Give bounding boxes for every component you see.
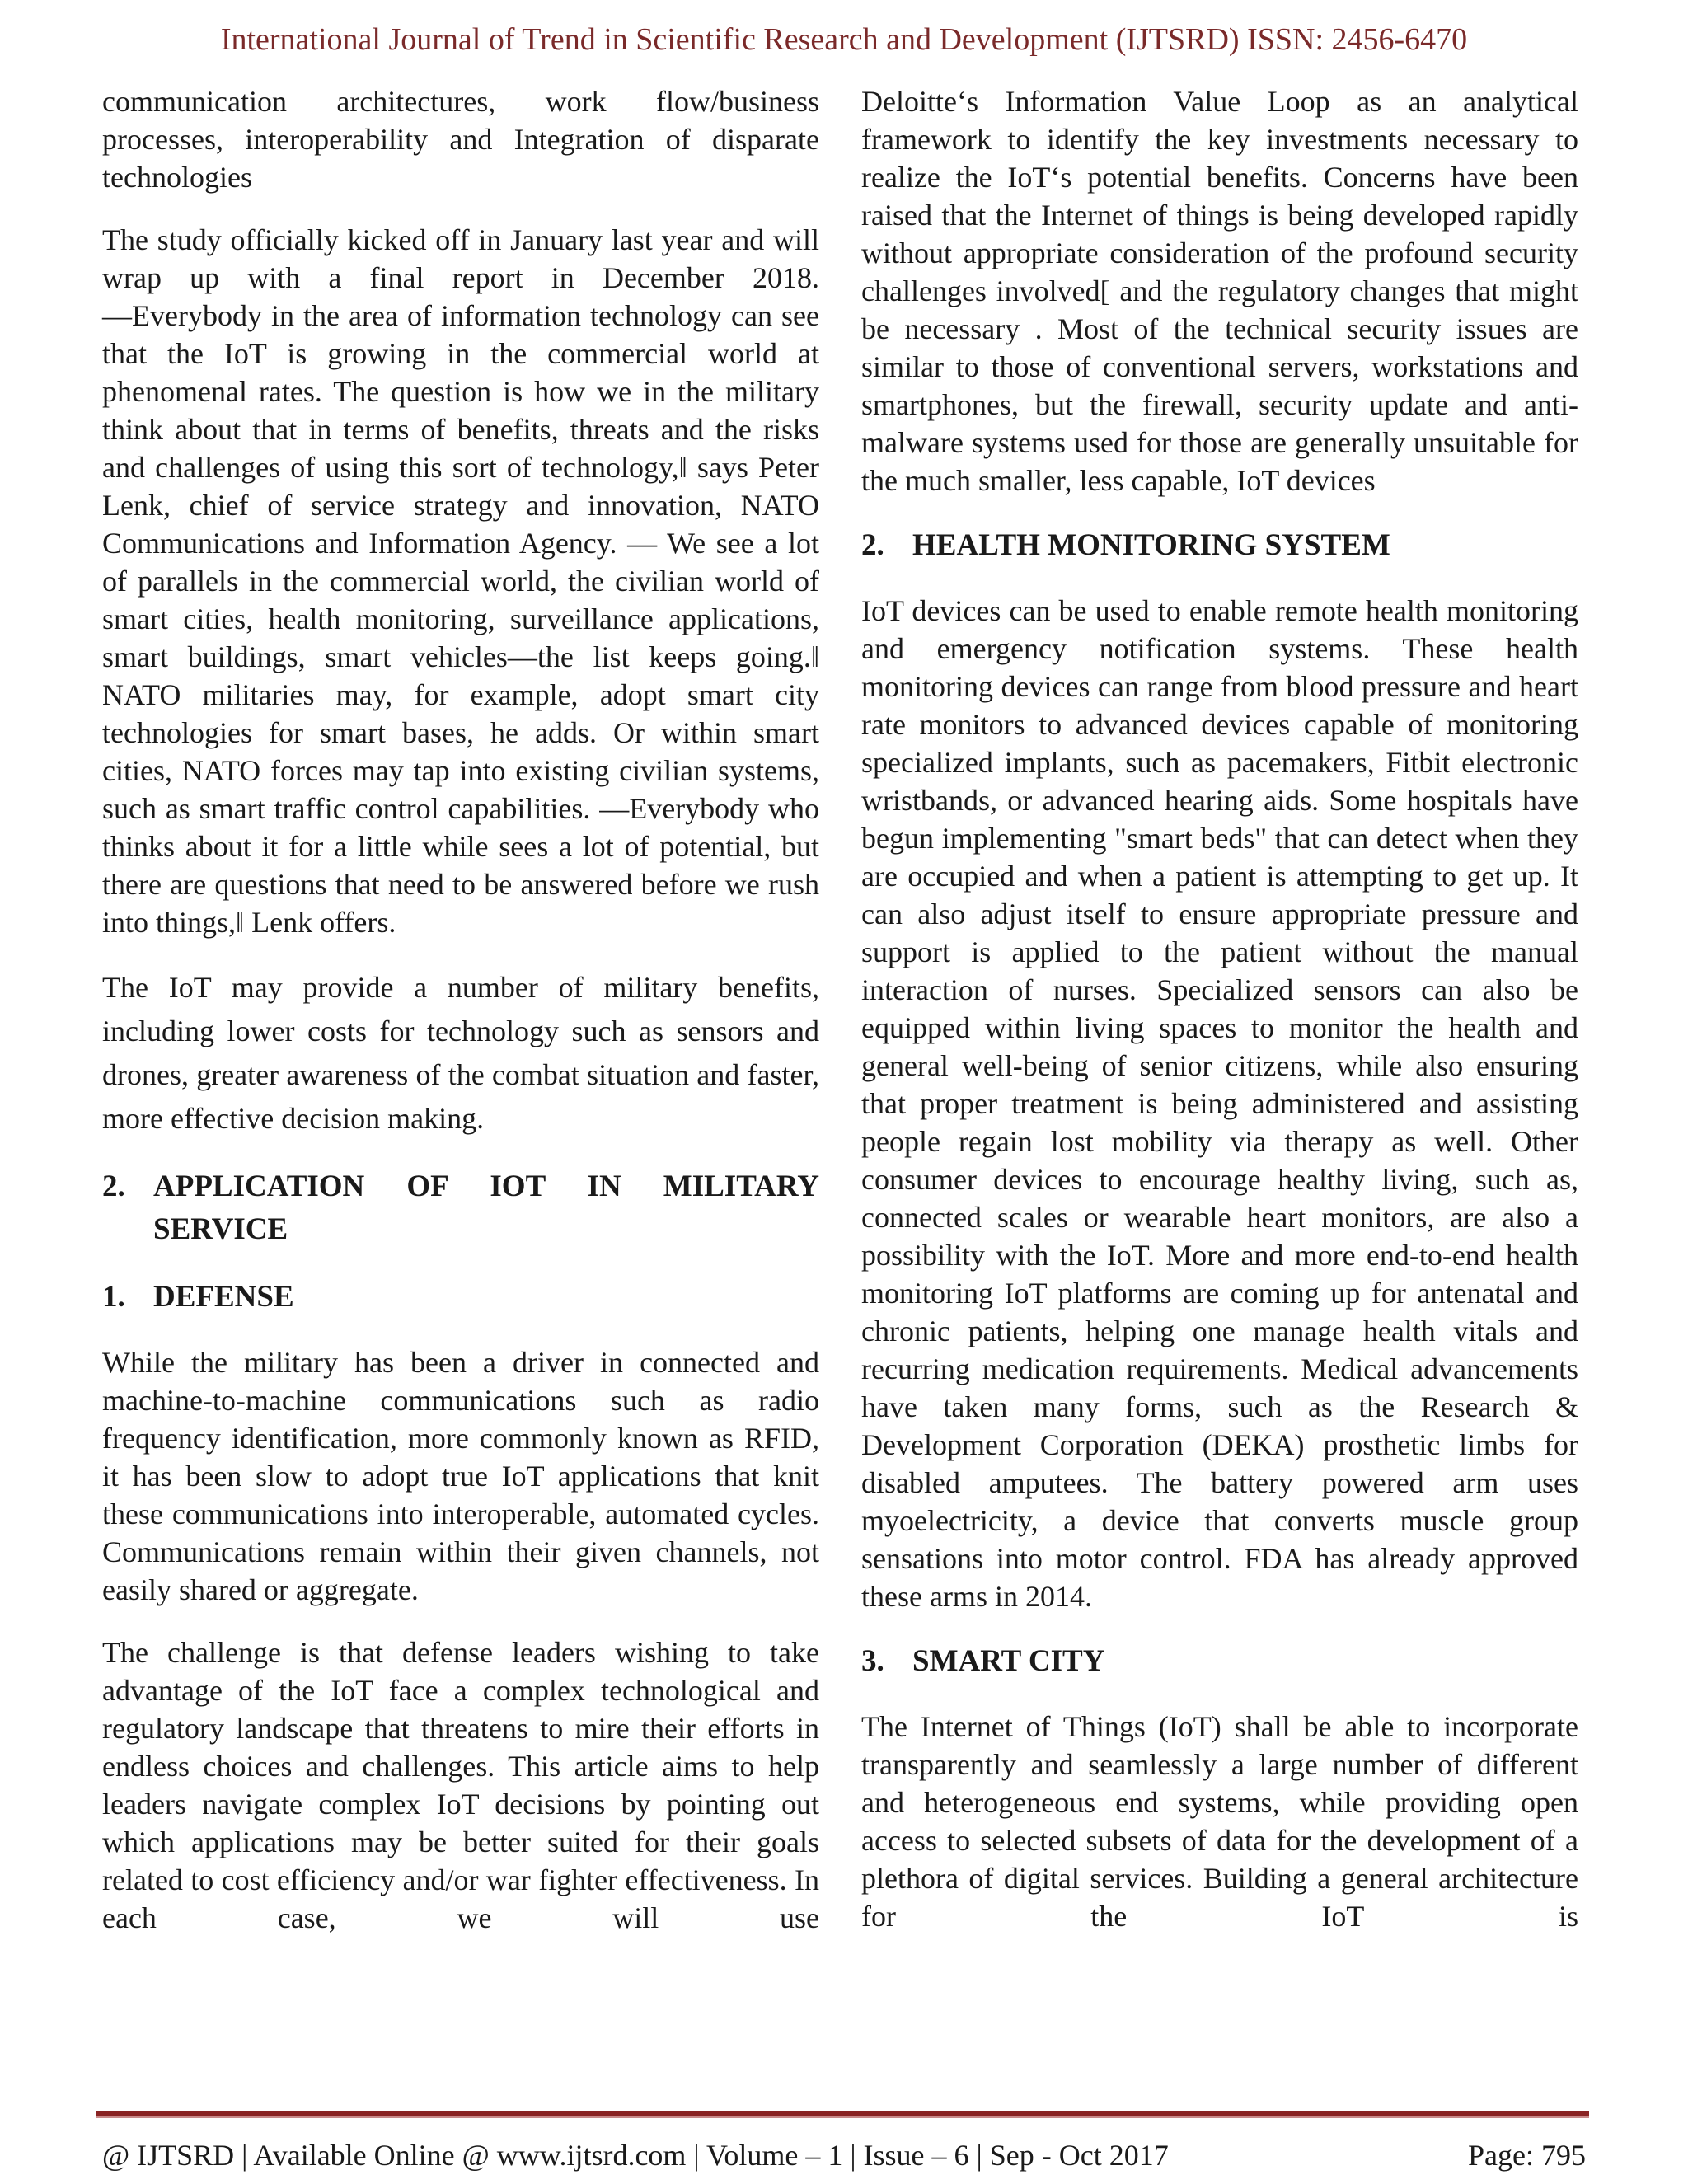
section-title: SMART CITY <box>912 1644 1105 1678</box>
section-number: 3. <box>861 1644 884 1678</box>
right-column <box>861 82 1578 1935</box>
section-heading-application <box>102 1165 819 1251</box>
section-number: 2. <box>861 528 884 562</box>
footer-divider <box>96 2111 1589 2118</box>
paragraph: IoT devices can be used to enable remote health monitoring and emergency notification systems. These health monitoring devices can range from blood pressure and heart rate monitors to advanced devices capable of monitoring specialized implants, such as pacemakers, Fitbit electronic wristbands, or advanced hearing aids. Some hospitals have begun implementing "smart beds" that can detect when they are occupied and when a patient is attempting to get up. It can also adjust itself to ensure appropriate pressure and support is applied to the patient without the manual interaction of nurses. Specialized sensors can also be equipped within living spaces to monitor the health and general well-being of senior citizens, while also ensuring that proper treatment is being administered and assisting people regain lost mobility via therapy as well. Other consumer devices to encourage healthy living, such as, connected scales or wearable heart monitors, are also a possibility with the IoT. More and more end-to-end health monitoring IoT platforms are coming up for antenatal and chronic patients, helping one manage health vitals and recurring medication requirements. Medical advancements have taken many forms, such as the Research & Development Corporation (DEKA) prosthetic limbs for disabled amputees. The battery powered arm uses myoelectricity, a device that converts muscle group sensations into motor control. FDA has already approved these arms in 2014. <box>861 594 1578 1613</box>
paragraph: Deloitte‘s Information Value Loop as an analytical framework to identify the key investments necessary to realize the IoT‘s potential benefits. Concerns have been raised that the Internet of things is being developed rapidly without appropriate consideration of the profound security challenges involved[ and the regulatory changes that might be necessary . Most of the technical security issues are similar to those of conventional servers, workstations and smartphones, but the firewall, security update and anti-malware systems used for those are generally unsuitable for the much smaller, less capable, IoT devices <box>861 85 1578 497</box>
paragraph: The Internet of Things (IoT) shall be able to incorporate transparently and seamlessly a large number of different and heterogeneous end systems, while providing open access to selected subsets of data for the development of a plethora of digital services. Building a general architecture for the IoT is <box>861 1710 1578 1933</box>
section-heading-health <box>861 524 1578 567</box>
section-heading-defense <box>102 1276 819 1319</box>
paragraph: The challenge is that defense leaders wishing to take advantage of the IoT face a complex technological and regulatory landscape that threatens to mire their efforts in endless choices and challenges. This article aims to help leaders navigate complex IoT decisions by pointing out which applications may be better suited for their goals related to cost efficiency and/or war fighter effectiveness. In each case, we will use <box>102 1636 819 1934</box>
page-number: Page: 795 <box>1468 2139 1586 2172</box>
paragraph: The IoT may provide a number of military benefits, including lower costs for technology such as sensors and drones, greater awareness of the combat situation and faster, more effective decision making. <box>102 971 819 1135</box>
section-title: APPLICATION OF IOT IN MILITARY SERVICE <box>153 1169 819 1246</box>
left-column <box>102 82 819 1937</box>
section-number: 1. <box>102 1280 125 1314</box>
section-number: 2. <box>102 1169 125 1203</box>
section-title: DEFENSE <box>153 1280 294 1314</box>
footer-citation: @ IJTSRD | Available Online @ www.ijtsrd.com | Volume – 1 | Issue – 6 | Sep - Oct 2017 <box>102 2139 1169 2172</box>
paragraph: While the military has been a driver in connected and machine-to-machine communications such as radio frequency identification, more commonly known as RFID, it has been slow to adopt true IoT applications that knit these communications into interoperable, automated cycles. Communications remain within their given channels, not easily shared or aggregate. <box>102 1346 819 1606</box>
journal-header: International Journal of Trend in Scientific Research and Development (IJTSRD) ISSN: 2456-6470 <box>220 22 1468 57</box>
paragraph: communication architectures, work flow/business processes, interoperability and Integration of disparate technologies <box>102 85 819 194</box>
section-heading-smart-city <box>861 1640 1578 1683</box>
section-title: HEALTH MONITORING SYSTEM <box>912 528 1390 562</box>
paragraph: The study officially kicked off in January last year and will wrap up with a final report in December 2018. ―Everybody in the area of information technology can see that the IoT is growing in the commercial world at phenomenal rates. The question is how we in the military think about that in terms of benefits, threats and the risks and challenges of using this sort of technology,‖ says Peter Lenk, chief of service strategy and innovation, NATO Communications and Information Agency. ― We see a lot of parallels in the commercial world, the civilian world of smart cities, health monitoring, surveillance applications, smart buildings, smart vehicles—the list keeps going.‖ NATO militaries may, for example, adopt smart city technologies for smart bases, he adds. Or within smart cities, NATO forces may tap into existing civilian systems, such as smart traffic control capabilities. ―Everybody who thinks about it for a little while sees a lot of potential, but there are questions that need to be answered before we rush into things,‖ Lenk offers. <box>102 223 819 939</box>
